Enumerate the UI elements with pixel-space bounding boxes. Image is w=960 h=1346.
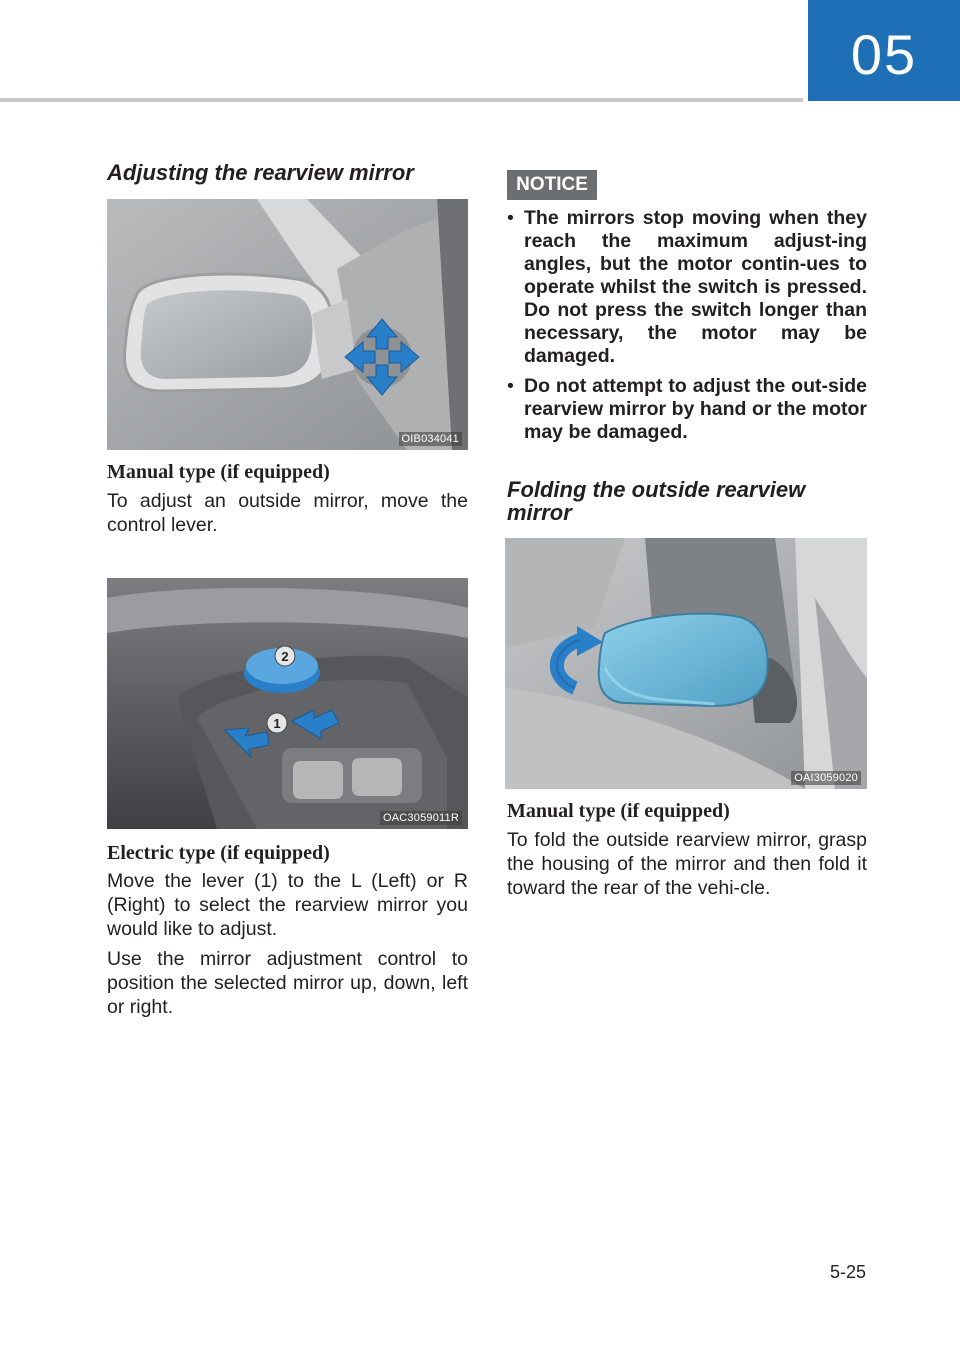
electric-type-text-2: Use the mirror adjustment control to position the selected mirror up, down, left or right.: [107, 948, 468, 1018]
notice-item: • Do not attempt to adjust the out-side rearview mirror by hand or the motor may be damaged.: [507, 375, 867, 444]
notice-item: • The mirrors stop moving when they reach the maximum adjust-ing angles, but the motor contin-ues to operate whilst the switch is pressed. Do not press the switch longer than necessary, the motor may be damaged.: [507, 207, 867, 368]
callout-2: 2: [281, 649, 289, 664]
figure-code: OAI3059020: [791, 771, 861, 785]
figure-side-mirror: [107, 199, 468, 450]
folding-mirror-illustration: [505, 538, 867, 789]
section-title-folding-line2: mirror: [507, 500, 572, 525]
electric-type-text-1: Move the lever (1) to the L (Left) or R (Right) to select the rearview mirror you would like to adjust.: [107, 870, 468, 940]
chapter-number: 05: [850, 23, 918, 86]
notice-badge: NOTICE: [507, 170, 597, 200]
notice-list: [507, 207, 867, 451]
page-number: 5-25: [830, 1262, 867, 1282]
side-mirror-illustration: [107, 199, 468, 450]
figure-code: OAC3059011R: [380, 811, 462, 825]
chapter-tab: [808, 0, 960, 101]
section-title-folding-line1: Folding the outside rearview: [507, 477, 806, 502]
manual-type-heading-folding: Manual type (if equipped): [507, 800, 730, 822]
header-rule: [0, 98, 803, 102]
section-title-adjusting: Adjusting the rearview mirror: [107, 160, 414, 185]
electric-type-heading: Electric type (if equipped): [107, 842, 330, 864]
manual-type-heading: Manual type (if equipped): [107, 461, 330, 483]
manual-type-text-folding: To fold the outside rearview mirror, grasp the housing of the mirror and then fold it toward the rear of the vehi-cle.: [507, 829, 867, 899]
manual-type-text: To adjust an outside mirror, move the control lever.: [107, 490, 468, 536]
figure-code: OIB034041: [399, 432, 462, 446]
callout-1: 1: [273, 716, 281, 731]
door-switch-illustration: [107, 578, 468, 829]
figure-door-switch: [107, 578, 468, 829]
figure-folding-mirror: [505, 538, 867, 789]
